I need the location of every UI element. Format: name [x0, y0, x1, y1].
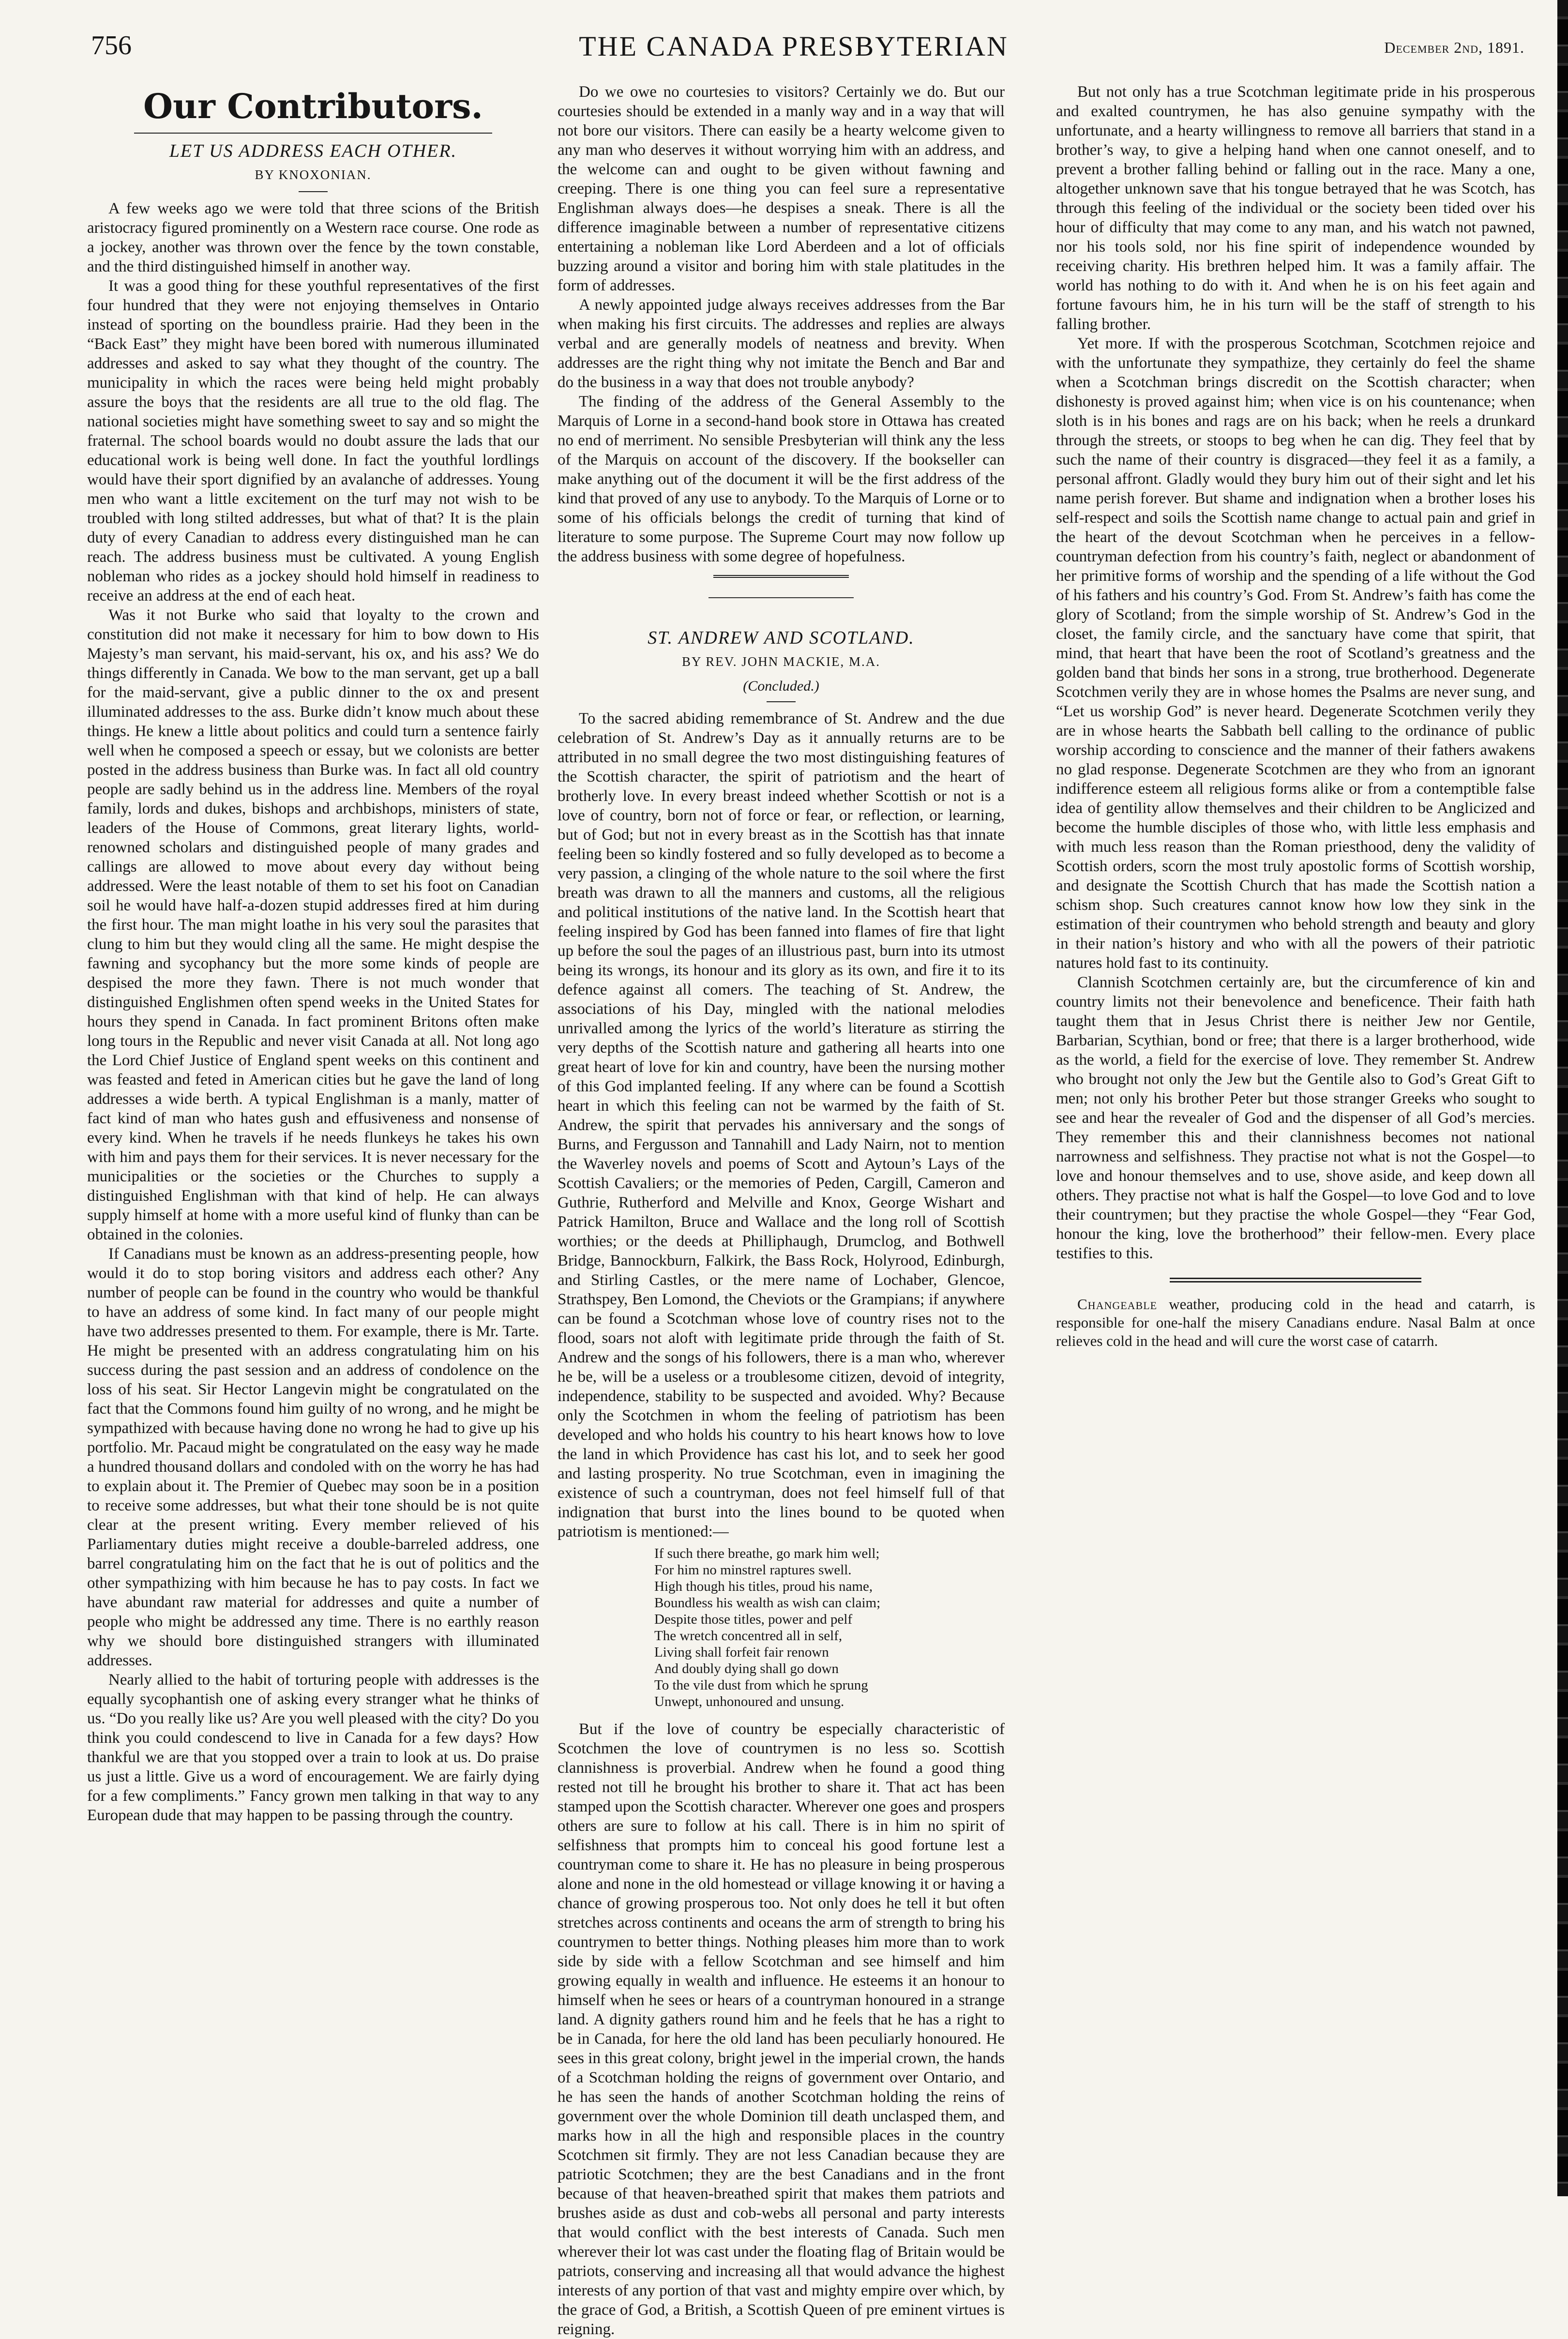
heading-rule [134, 133, 492, 134]
article-paragraph: The finding of the address of the General Assembly to the Marquis of Lorne in a second-hand book store in Ottawa has created no end of merriment. No sensible Presbyterian will think any the less of the Marquis on account of the discovery. If the bookseller can make anything out of the document it will be the first address of the kind that proved of any use to anybody. To the Marquis of Lorne or to some of his officials belongs the credit of turning that kind of literature to some purpose. The Supreme Court may now follow up the address business with some degree of hopefulness. [558, 393, 1005, 565]
notice-text [1056, 1295, 1535, 1350]
article-paragraph: Was it not Burke who said that loyalty to the crown and constitution did not make it necessary for him to bow down to His Majesty’s man servant, his maid-servant, his ox, and his ass? We do things differently in Canada. We bow to the man servant, get up a ball for the maid-servant, give a public dinner to the ox and present illuminated addresses to the ass. Burke didn’t know much about these things. He knew a little about politics and could turn a sentence fairly well when he composed a speech or essay, but we colonists are better posted in the address business than Burke was. In fact all old country people are sadly behind us in the address line. Members of the royal family, lords and dukes, bishops and archbishops, ministers of state, leaders of the House of Commons, great literary lights, world-renowned scholars and distinguished people of many grades and callings are allowed to move about every day without being addressed. Were the least notable of them to set his foot on Canadian soil he would have half-a-dozen stupid addresses fired at him during the first hour. The man might loathe in his very soul the parasites that clung to him but they would cling all the same. He might despise the fawning and sycophancy but the more some kinds of people are despised the more they fawn. There is not much wonder that distinguished Englishmen often spend weeks in the United States for hours they spend in Canada. In fact prominent Britons often make long tours in the Republic and never visit Canada at all. Not long ago the Lord Chief Justice of England spent weeks on this continent and was feasted and feted in American cities but he gave the land of long addresses a wide berth. A typical Englishman is a manly, matter of fact kind of man who hates gush and effusiveness and nonsense of every kind. When he travels if he needs flunkeys he takes his own with him and pays them for their services. It is never necessary for the municipalities or the societies or the Churches to supply a distinguished Englishman with that kind of help. He can always supply himself at home with a more useful kind of flunky than can be obtained in the colonies. [87, 606, 539, 1243]
notice-body: weather, producing cold in the head and catarrh, is responsible for one-half the misery Canadians endure. Nasal Balm at once relieves cold in the head and will cure the worst case of catarrh. [1056, 1296, 1536, 1349]
section-heading: Our Contributors. [143, 86, 483, 126]
article-paragraph: A newly appointed judge always receives addresses from the Bar when making his first circuits. The addresses and replies are always verbal and are generally models of neatness and brevity. When addresses are the right thing why not imitate the Bench and Bar and do the business in a way that does not trouble anybody? [558, 296, 1005, 391]
article-paragraph: Yet more. If with the prosperous Scotchman, Scotchmen rejoice and with the unfortunate they sympathize, they certainly do feel the shame when a Scotchman brings discredit on the Scottish character; when dishonesty is proved against him; when vice is on his countenance; when sloth is in his bones and rags are on his back; when he reels a drunkard through the streets, or stoops to beg when he can dig. They feel that by such the name of their country is disgraced—they feel it as a family, a personal affront. Gladly would they bury him out of their sight and let his name perish forever. But shame and indignation when a brother loses his self-respect and soils the Scottish name change to actual pain and grief in the heart of the devout Scotchman when he perceives in a fellow-countryman defection from his country’s faith, neglect or abandonment of her primitive forms of worship and the spending of a life without the God of his fathers and his country’s God. From St. Andrew’s faith has come the glory of Scotland; from the simple worship of St. Andrew’s God in the closet, the family circle, and the sanctuary have come that spirit, that mind, that heart that have been the root of Scotland’s greatness and the golden band that binds her sons in a strong, true brotherhood. Degenerate Scotchmen verily they are in whose homes the Psalms are never sung, and “Let us worship God” is never heard. Degenerate Scotchmen verily they are in whose hearts the Sabbath bell calling to the ordinance of public worship according to conscience and the manner of their fathers awakens no glad response. Degenerate Scotchmen are they who from an ignorant indifference esteem all religious forms alike or from a contemptible false idea of gentility allow themselves and their children to be Anglicized and become the humble disciples of those who, with little less emphasis and with much less reason than the Roman priesthood, deny the validity of Scottish orders, scorn the most truly apostolic forms of Scottish worship, and designate the Scottish Church that has made the Scottish nation a schism shop. Such creatures cannot know how low they sink in the estimation of their countrymen who behold strength and beauty and glory in their nation’s history and who with all the powers of their patriotic natures hold fast to its continuity. [1056, 335, 1535, 972]
subtitle-rule [767, 701, 796, 702]
article-paragraph: Clannish Scotchmen certainly are, but the circumference of kin and country limits not their benevolence and beneficence. Their faith hath taught them that in Jesus Christ there is neither Jew nor Gentile, Barbarian, Scythian, bond or free; that there is a larger brotherhood, wide as the world, a field for the exercise of love. They remember St. Andrew who brought not only the Jew but the Gentile also to God’s Great Gift to men; not only his brother Peter but those stranger Greeks who sought to see and hear the revealer of God and the dispenser of all God’s mercies. They remember this and their clannishness becomes not national narrowness and selfishness. They practise not what is not the Gospel—to love and honour themselves and to use, shove aside, and keep down all others. They practise not what is half the Gospel—to love God and to love their countrymen; but they practise the whole Gospel—they “Fear God, honour the king, love the brotherhood” their fellow-men. Every place testifies to this. [1056, 974, 1535, 1262]
page-number: 756 [91, 30, 132, 60]
article-title-st-andrew: ST. ANDREW AND SCOTLAND. [648, 628, 915, 648]
poem-line: If such there breathe, go mark him well; [654, 1546, 880, 1561]
column-2 [558, 82, 1005, 2339]
article-paragraph: But if the love of country be especially characteristic of Scotchmen the love of countrymen is no less so. Scottish clannishness is proverbial. Andrew when he found a good thing rested not till he brought his brother to share it. That act has been stamped upon the Scottish character. Wherever one goes and prospers others are sure to follow at his call. There is in him no spirit of selfishness that prompts him to conceal his good fortune lest a countryman come to share it. He has no pleasure in being prosperous alone and none in the old homestead or village knowing it or having a chance of growing prosperous too. Not only does he tell it but often stretches across continents and oceans the arm of strength to bring his countrymen to better things. Nothing pleases him more than to work side by side with a fellow Scotchman and see himself and him growing equally in wealth and influence. He esteems it an honour to himself when he sees or hears of a countryman honoured in a strange land. A dignity gathers round him and he feels that he has a right to be in Canada, for here the old land has been peculiarly honoured. He sees in this great colony, bright jewel in the imperial crown, the hands of a Scotchman holding the reigns of government over Ontario, and he has seen the hands of another Scotchman holding the reins of government over the whole Dominion till death unclasped them, and marks how in all the high and responsible places in the country Scotchmen sit firmly. They are not less Canadian because they are patriotic Scotchmen; they are the best Canadians and in the front because of that heaven-breathed spirit that makes them patriots and brushes aside as dust and cob-webs all personal and party interests that would conflict with the best interests of Canada. Such men wherever their lot was cast under the floating flag of Britain would be patriots, conserving and increasing all that would advance the highest interests of any portion of that vast and mighty empire over which, by the grace of God, a British, a Scottish Queen of pre eminent virtues is reigning. [558, 1720, 1005, 2338]
column-3 [1056, 82, 1535, 1350]
column-1 [87, 82, 539, 1825]
page-header [0, 30, 1568, 69]
byline-rule [299, 191, 328, 192]
article-byline-mackie: BY REV. JOHN MACKIE, M.A. [681, 654, 881, 669]
poem-line: Boundless his wealth as wish can claim; [654, 1595, 881, 1611]
notice-rule [1170, 1278, 1421, 1283]
article-separator [713, 575, 849, 578]
article-paragraph: If Canadians must be known as an address-presenting people, how would it do to stop boring visitors and address each other? Any number of people can be found in the country who would be thankful to have an address of some kind. In fact many of our people might have two addresses presented to them. For example, there is Mr. Tarte. He might be presented with an address congratulating him on his success during the past session and an address of condolence on the loss of his seat. Sir Hector Langevin might be congratulated on the fact that the Commons found him guilty of no wrong, and he might be sympathized with because having done no wrong he had to give up his portfolio. Mr. Pacaud might be congratulated on the easy way he made a hundred thousand dollars and condoled with on the worry he has had to explain about it. The Premier of Quebec may soon be in a position to receive some addresses, but what their tone should be is not quite clear at the present writing. Every member relieved of his Parliamentary duties might receive a double-barreled address, one barrel congratulating him on the fact that he is out of politics and the other sympathizing with him because he has to pay costs. In fact we have abundant raw material for addresses and quite a number of people who might be addressed any time. There is no earthly reason why we should bore distinguished strangers with illuminated addresses. [87, 1245, 539, 1669]
poem-line: To the vile dust from which he sprung [654, 1677, 868, 1693]
poem-line: And doubly dying shall go down [654, 1661, 839, 1676]
poem-line: Unwept, unhonoured and unsung. [654, 1694, 844, 1709]
article-paragraph: A few weeks ago we were told that three scions of the British aristocracy figured prominently on a Western race course. One rode as a jockey, another was thrown over the fence by the town constable, and the third distinguished himself in another way. [87, 200, 539, 275]
poem-line: High though his titles, proud his name, [654, 1579, 873, 1594]
article-title-address: LET US ADDRESS EACH OTHER. [169, 141, 457, 161]
binding-edge [1557, 0, 1568, 2196]
article-paragraph: It was a good thing for these youthful representatives of the first four hundred that they were not enjoying themselves in Ontario instead of sporting on the boundless prairie. Had they been in the “Back East” they might have been bored with numerous illuminated addresses and asked to say what they thought of the country. The municipality in which the races were being held might probably assure the boys that the residents are all true to the old flag. The national societies might have something sweet to say and so might the fraternal. The school boards would no doubt assure the lads that our educational work is being well done. In fact the youthful lordlings would have their sport dignified by an avalanche of addresses. Young men who want a little excitement on the turf may not wish to be troubled with long stilted addresses, but what of that? It is the plain duty of every Canadian to address every distinguished man he can reach. The address business must be cultivated. A young English nobleman who rides as a jockey should hold himself in readiness to receive an address at the end of each heat. [87, 277, 539, 604]
notice-lead: Changeable [1077, 1296, 1158, 1313]
article-paragraph: Do we owe no courtesies to visitors? Certainly we do. But our courtesies should be extended in a manly way and in a way that will not bore our visitors. There can easily be a hearty welcome given to any man who deserves it without worrying him with an address, and the welcome can and ought to be given without fawning and creeping. There is one thing you can feel sure a representative Englishman always does—he despises a sneak. There is all the difference imaginable between a number of representative citizens entertaining a nobleman like Lord Aberdeen and a lot of officials buzzing around a visitor and boring him with stale platitudes in the form of addresses. [558, 83, 1005, 294]
article-paragraph: But not only has a true Scotchman legitimate pride in his prosperous and exalted countrymen, he has also genuine sympathy with the unfortunate, and a hearty willingness to remove all barriers that stand in a brother’s way, to give a helping hand when one cannot oneself, and to prevent a brother falling behind or falling out in the race. Many a one, altogether unknown save that his tongue betrayed that he was Scotch, has through this feeling of the individual or the society been tided over his hour of difficulty that may come to any man, and his watch not pawned, nor his tools sold, nor his fine spirit of independence wounded by receiving charity. His brethren helped him. It was a family affair. The world has nothing to do with it. And when he is on his feet again and fortune favours him, he in his turn will be the staff of strength to his falling brother. [1056, 83, 1535, 333]
article-separator-rule [709, 597, 854, 598]
poem-line: Despite those titles, power and pelf [654, 1612, 853, 1627]
article-byline-knoxonian: BY KNOXONIAN. [255, 167, 372, 182]
article-paragraph: Nearly allied to the habit of torturing people with addresses is the equally sycophantish one of asking every stranger what he thinks of us. “Do you really like us? Are you well pleased with the city? Do you think you could condescend to live in Canada for a few days? How thankful we are that you stopped over a train to look at us. Do praise us just a little. Give us a word of encouragement. We are fairly dying for a few compliments.” Fancy grown men talking in that way to any European dude that may happen to be passing through the country. [87, 1671, 539, 1824]
issue-date: December 2nd, 1891. [1384, 39, 1524, 56]
poem-line: For him no minstrel raptures swell. [654, 1562, 852, 1578]
advertisement-notice [1056, 1278, 1535, 1350]
poem-quotation [654, 1545, 1005, 1710]
masthead: THE CANADA PRESBYTERIAN [579, 30, 1009, 62]
article-subtitle: (Concluded.) [743, 678, 819, 694]
poem-line: Living shall forfeit fair renown [654, 1645, 829, 1660]
poem-line: The wretch concentred all in self, [654, 1628, 843, 1644]
article-paragraph: To the sacred abiding remembrance of St. Andrew and the due celebration of St. Andrew’s Day as it annually returns are to be attributed in no small degree the two most distinguishing features of the Scottish character, the spirit of patriotism and the heart of brotherly love. In every breast indeed whether Scottish or not is a love of country, born not of force or fear, or reflection, or learning, but of God; but not in every breast as in the Scottish has that innate feeling been so kindly fostered and so fully developed as to become a very passion, a clinging of the whole nature to the soil where the first breath was drawn to all the manners and customs, all the religious and political institutions of the native land. In the Scottish heart that feeling inspired by God has been fanned into flames of fire that light up before the soul the pages of an illustrious past, burn into its utmost being its wrongs, its honour and its glory as its own, and fire it to its defence against all comers. The teaching of St. Andrew, the associations of his Day, mingled with the national melodies unrivalled among the lyrics of the world’s literature as stirring the very depths of the Scottish nature and gathering all hearts into one great heart of love for kin and country, have been the nursing mother of this God implanted feeling. If any where can be found a Scottish heart in which this feeling can not be warmed by the faith of St. Andrew, the spirit that pervades his anniversary and the songs of Burns, and Fergusson and Tannahill and Lady Nairn, not to mention the Waverley novels and poems of Scott and Aytoun’s Lays of the Scottish Cavaliers; or the memories of Peden, Cargill, Cameron and Guthrie, Rutherford and Melville and Knox, George Wishart and Patrick Hamilton, Bruce and Wallace and the long roll of Scottish worthies; or the deeds at Philliphaugh, Drumclog, and Bothwell Bridge, Bannockburn, Falkirk, the Bass Rock, Holyrood, Edinburgh, and Stirling Castles, or the mere name of Lochaber, Glencoe, Strathspey, Ben Lomond, the Cheviots or the Grampians; if anywhere can be found a Scotchman whose love of country rises not to the flood, soars not aloft with legitimate pride through the faith of St. Andrew and the songs of his followers, there is a man who, wherever he be, will be a useless or a troublesome citizen, devoid of integrity, independence, stability to be suspected and avoided. Why? Because only the Scotchmen in whom the feeling of patriotism has been developed and who holds his country to his heart knows how to love the land in which Providence has cast his lot, and to seek her good and lasting prosperity. No true Scotchman, even in imagining the existence of such a countryman, does not feel himself full of that indignation that burst into the lines bound to be quoted when patriotism is mentioned:— [558, 710, 1005, 1540]
